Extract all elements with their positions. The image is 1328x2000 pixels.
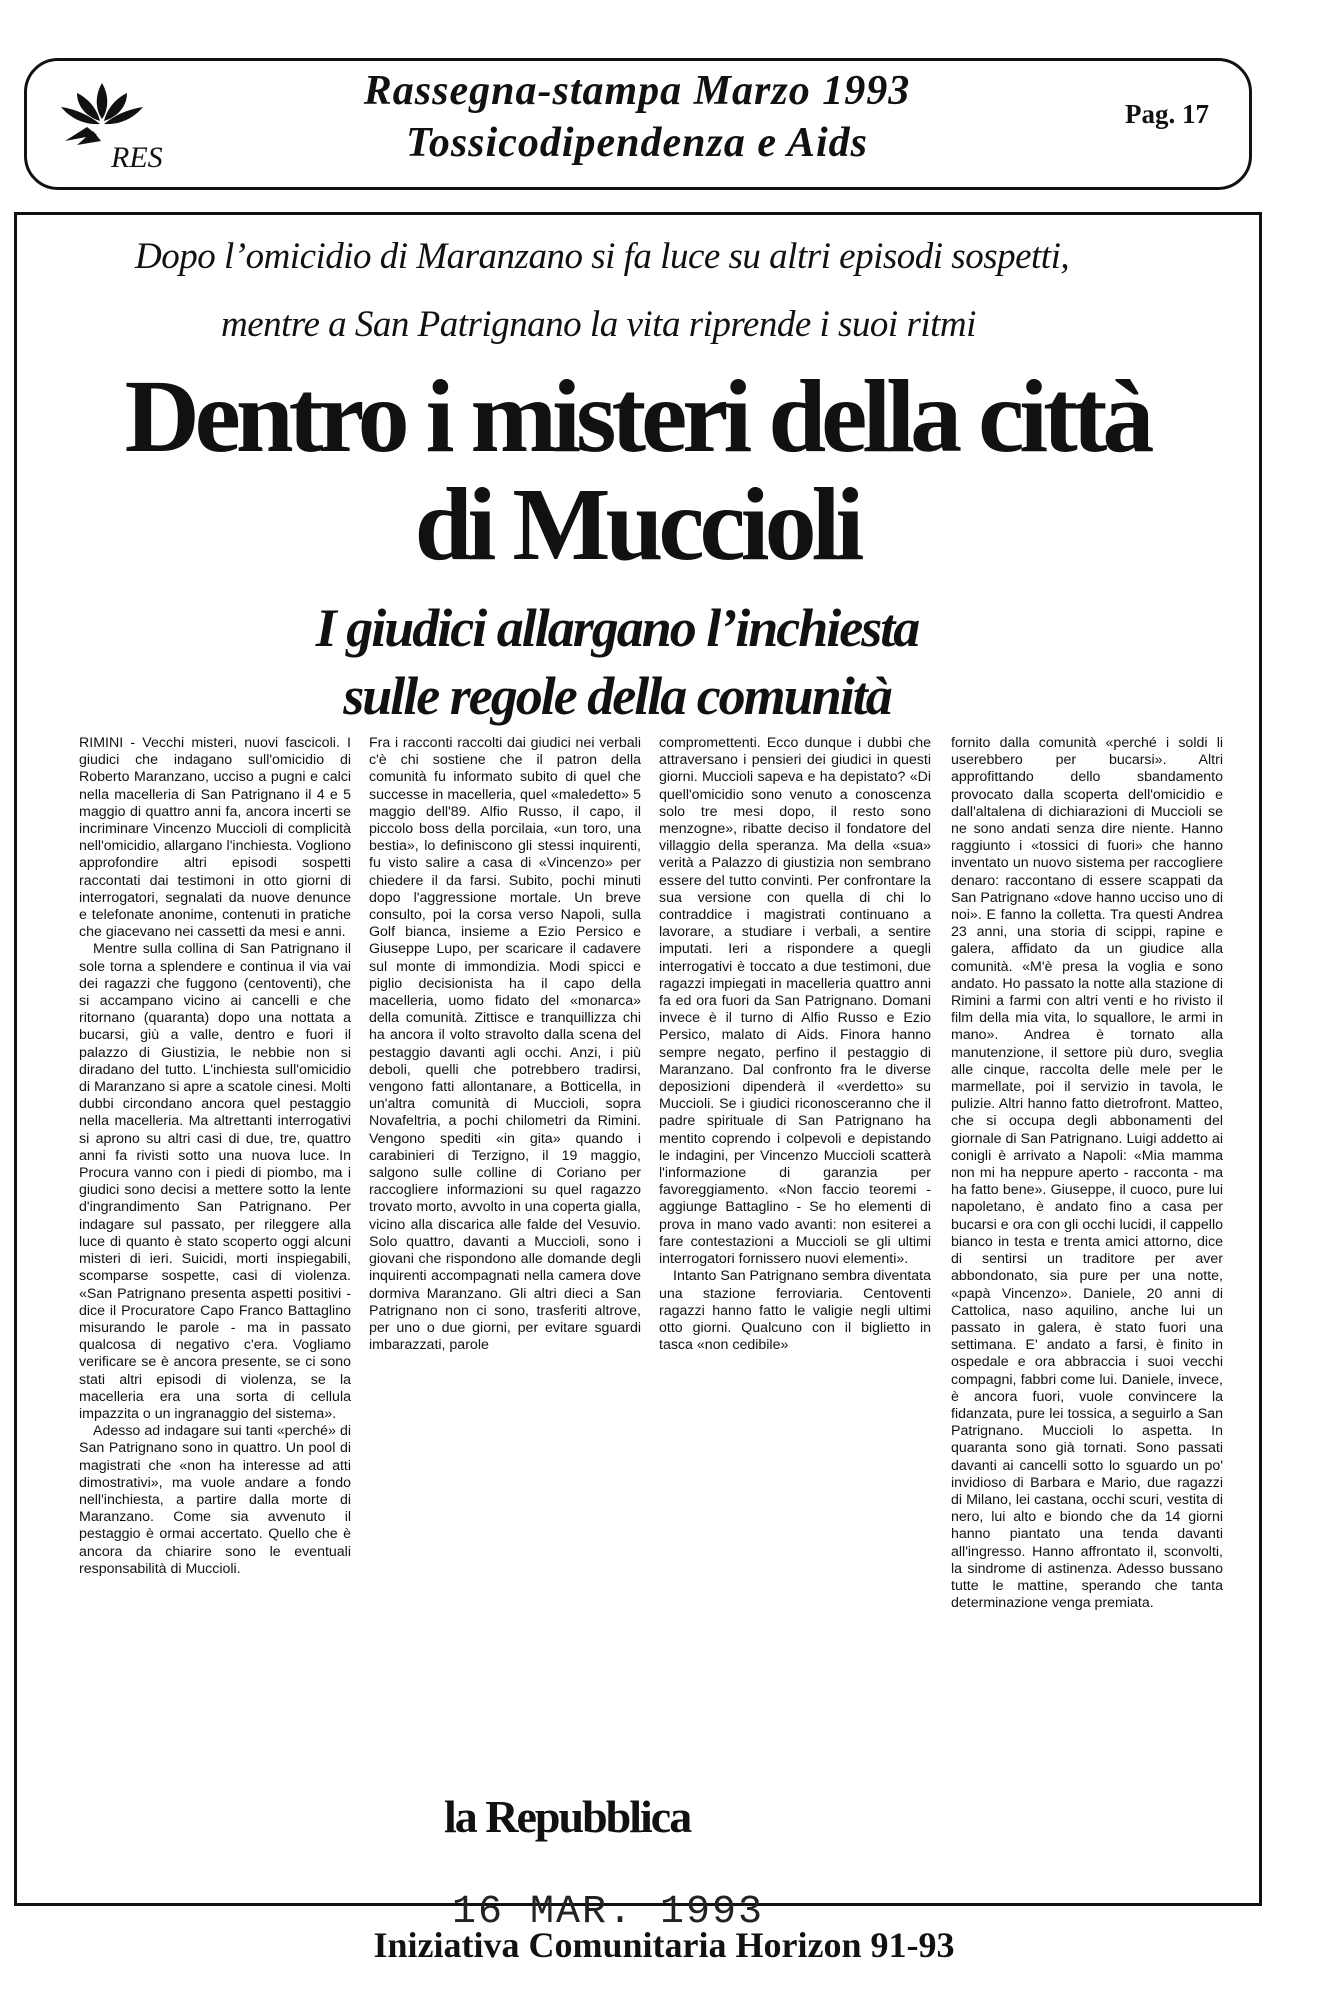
footer-caption: Iniziativa Comunitaria Horizon 91-93: [373, 1925, 955, 1965]
logo-text: RES: [111, 141, 163, 174]
paragraph: RIMINI - Vecchi misteri, nuovi fascicoli. I giudici che indagano sull'omicidio di Roberto Maranzano, ucciso a pugni e calci nella macelleria di San Patrignano il 4 e 5 maggio di quattro anni fa, ancora incerti se incriminare Vincenzo Muccioli di complicità nell'omicidio, allargano l'inchiesta. Vogliono approfondire altri episodi sospetti raccontati dai testimoni in otto giorni di interrogatori, segnalati da nuove denunce e telefonate anonime, contenuti in pratiche che giacevano nei cassetti da mesi e anni.: [79, 735, 351, 941]
article-kicker-second-line: mentre a San Patrignano la vita riprende i suoi ritmi: [221, 304, 976, 345]
header-subtitle: Tossicodipendenza e Aids: [406, 120, 868, 166]
res-logo: [57, 75, 163, 175]
paragraph: Mentre sulla collina di San Patrignano il sole torna a splendere e continua il via vai dei ragazzi che fuggono (centoventi), che si accampano vicino ai cancelli e che ritornano (quaranta) dopo una nottata a bucarsi, giù a valle, dentro e fuori il palazzo di Giustizia, le nebbie non si diradano del tutto. L'inchiesta sull'omicidio di Maranzano si apre a scatole cinesi. Molti dubbi circondano ancora quel pestaggio nella macelleria. Ma altrettanti interrogativi si aprono su altri casi di due, tre, quattro anni fa rivisti sotto una nuova luce. In Procura vanno con i piedi di piombo, ma i giudici sono decisi a mettere sotto la lente d'ingrandimento San Patrignano. Per indagare sul passato, per rileggere alla luce di quanto è stato scoperto oggi alcuni misteri di ieri. Suicidi, morti inspiegabili, scomparse sospette, casi di violenza. «San Patrignano presenta aspetti positivi - dice il Procuratore Capo Franco Battaglino misurando le parole - ma in passato qualcosa di negativo c'era. Vogliamo verificare se è ancora presente, se ci sono stati altri episodi di violenza, se la macelleria era una sorta di cellula impazzita o un ingranaggio del sistema».: [79, 941, 351, 1422]
paragraph: Fra i racconti raccolti dai giudici nei verbali c'è chi sostiene che il patron della comunità fu informato subito di quel che successe in macelleria, quel «maledetto» 5 maggio dell'89. Alfio Russo, il capo, il piccolo boss della porcilaia, «un toro, una bestia», lo definiscono gli stessi inquirenti, fu visto salire a casa di «Vincenzo» per chiedere il da farsi. Subito, pochi minuti dopo l'aggressione mortale. Un breve consulto, poi la corsa verso Napoli, sulla Golf bianca, insieme a Ezio Persico e Giuseppe Lupo, per scaricare il cadavere sul monte di immondizia. Modi spicci e piglio decisionista ha il capo della macelleria, uomo fidato del «monarca» della comunità. Zittisce e tranquillizza chi ha ancora il volto stravolto dalla scena del pestaggio davanti agli occhi. Anzi, i più deboli, quelli che potrebbero tradirsi, vengono fatti allontanare, a Botticella, in un'altra comunità di Muccioli, sopra Novafeltria, a pochi chilometri da Rimini. Vengono spediti «in gita» quando i carabinieri di Terzigno, il 19 maggio, salgono sulle colline di Coriano per raccogliere informazioni su quel ragazzo trovato morto, avvolto in una coperta gialla, vicino alla discarica alle falde del Vesuvio. Solo quattro, davanti a Muccioli, sono i giovani che rispondono alle domande degli inquirenti accompagnati nella camera dove dormiva Maranzano. Gli altri dieci a San Patrignano non ci sono, trasferiti altrove, per uno o due giorni, per evitare sguardi imbarazzati, parole: [369, 735, 641, 1354]
paragraph: Adesso ad indagare sui tanti «perché» di San Patrignano sono in quattro. Un pool di magistrati che «non ha interesse ad atti dimostrativi», ma vuole andare a fondo nell'inchiesta, a partire dalla morte di Maranzano. Come sia avvenuto il pestaggio è ormai accertato. Quello che è ancora da chiarire sono le eventuali responsabilità di Muccioli.: [79, 1423, 351, 1577]
article-kicker: Dopo l’omicidio di Maranzano si fa luce su altri episodi sospetti,: [135, 236, 1070, 277]
text-column-4: [951, 735, 1223, 1885]
article-clipping: [14, 212, 1262, 1906]
paragraph: fornito dalla comunità «perché i soldi li userebbero per bucarsi». Altri approfittando dello sbandamento provocato dalla scoperta dell'omicidio e dall'altalena di dichiarazioni di Muccioli se ne sono andati senza dire niente. Hanno raggiunto i «tossici di fuori» che hanno inventato un nuovo sistema per raccogliere denaro: raccontano di essere scappati da San Patrignano «dove hanno ucciso uno di noi». E fanno la colletta. Tra questi Andrea 23 anni, una storia di scippi, rapine e galera, affidato da un giudice alla comunità. «M'è presa la voglia e sono andato. Ho passato la notte alla stazione di Rimini a farmi con altri venti e ho rivisto il film della mia vita, lo squallore, le armi in mano». Andrea è tornato alla manutenzione, il settore più duro, sveglia alle cinque, raccolta delle mele per le marmellate, poi il servizio in tavola, le pulizie. Altri hanno fatto dietrofront. Matteo, che si occupa degli abbonamenti del giornale di San Patrignano. Luigi addetto ai conigli è arrivato a Napoli: «Mia mamma non mi ha neppure aperto - racconta - ma ha fatto bene». Giuseppe, il cuoco, pure lui napoletano, è andato fino a casa per bucarsi e ora con gli occhi lucidi, il cappello bianco in testa e trenta amici attorno, dice di sentirsi un traditore per aver abbondonato, sia pure per una notte, «papà Vincenzo». Daniele, 20 anni di Cattolica, naso aquilino, anche lui un passato in galera, è stato fuori una settimana. E' andato a farsi, è finito in ospedale e ora abbraccia i suoi vecchi compagni, fabbri come lui. Daniele, invece, è ancora fuori, vuole convincere la fidanzata, pure lei tossica, a seguirlo a San Patrignano. Muccioli lo aspetta. In quaranta sono già tornati. Sono passati davanti ai cancelli sotto lo sguardo un po' invidioso di Barbara e Mario, due ragazzi di Milano, lei castana, occhi scuri, vestita di nero, lui alto e biondo che da 14 giorni hanno piantato una tenda davanti all'ingresso. Hanno affrontato il, sconvolti, la sindrome di astinenza. Adesso bussano tutte le mattine, sperando che tanta determinazione venga premiata.: [951, 735, 1223, 1612]
header-title: Rassegna-stampa Marzo 1993: [363, 68, 911, 114]
header-banner: [24, 58, 1252, 190]
text-column-2: [369, 735, 641, 1505]
date-stamp: 16 MAR. 1993: [452, 1890, 765, 1935]
paragraph: compromettenti. Ecco dunque i dubbi che attraversano i pensieri dei giudici in questi giorni. Muccioli sapeva e ha depistato? «Di quell'omicidio sono venuto a conoscenza solo tre mesi dopo, il resto sono menzogne», ribatte deciso il fondatore del villaggio della speranza. Ma della «sua» verità a Palazzo di giustizia non sembrano essere del tutto convinti. Per confrontare la sua versione con quella di chi lo contraddice i magistrati continuano a lavorare, a studiare i verbali, a sentire imputati. Ieri a rispondere a quegli interrogativi è toccato a due testimoni, due ragazzi impiegati in macelleria quattro anni fa ed ora fuori da San Patrignano. Domani invece è il turno di Alfio Russo e Ezio Persico, malato di Aids. Finora hanno sempre negato, perfino il pestaggio di Maranzano. Dal confronto fra le diverse deposizioni dipenderà il «verdetto» su Muccioli. Se i giudici riconosceranno che il padre spirituale di San Patrignano ha mentito coprendo i colpevoli e depistando le indagini, per Vincenzo Muccioli scatterà l'informazione di garanzia per favoreggiamento. «Non faccio teoremi - aggiunge Battaglino - Se ho elementi di prova in mano vado avanti: non esiterei a fare contestazioni a Muccioli se gli ultimi interrogatori fornissero nuovi elementi».: [659, 735, 931, 1268]
text-column-1: [79, 735, 351, 1895]
text-column-3: [659, 735, 931, 1525]
page-number: Pag. 17: [1125, 99, 1209, 129]
paragraph: Intanto San Patrignano sembra diventata una stazione ferroviaria. Centoventi ragazzi hanno fatto le valigie negli ultimi otto giorni. Qualcuno con il biglietto in tasca «non cedibile»: [659, 1268, 931, 1354]
newspaper-masthead: la Repubblica: [444, 1791, 691, 1842]
lotus-flower-icon: [57, 75, 147, 145]
article-headline: Dentro i misteri della città: [124, 359, 1150, 474]
article-headline-second-line: di Muccioli: [414, 467, 860, 582]
article-subheadline: I giudici allargano l’inchiesta: [315, 598, 919, 658]
article-subheadline-second-line: sulle regole della comunità: [343, 666, 891, 726]
